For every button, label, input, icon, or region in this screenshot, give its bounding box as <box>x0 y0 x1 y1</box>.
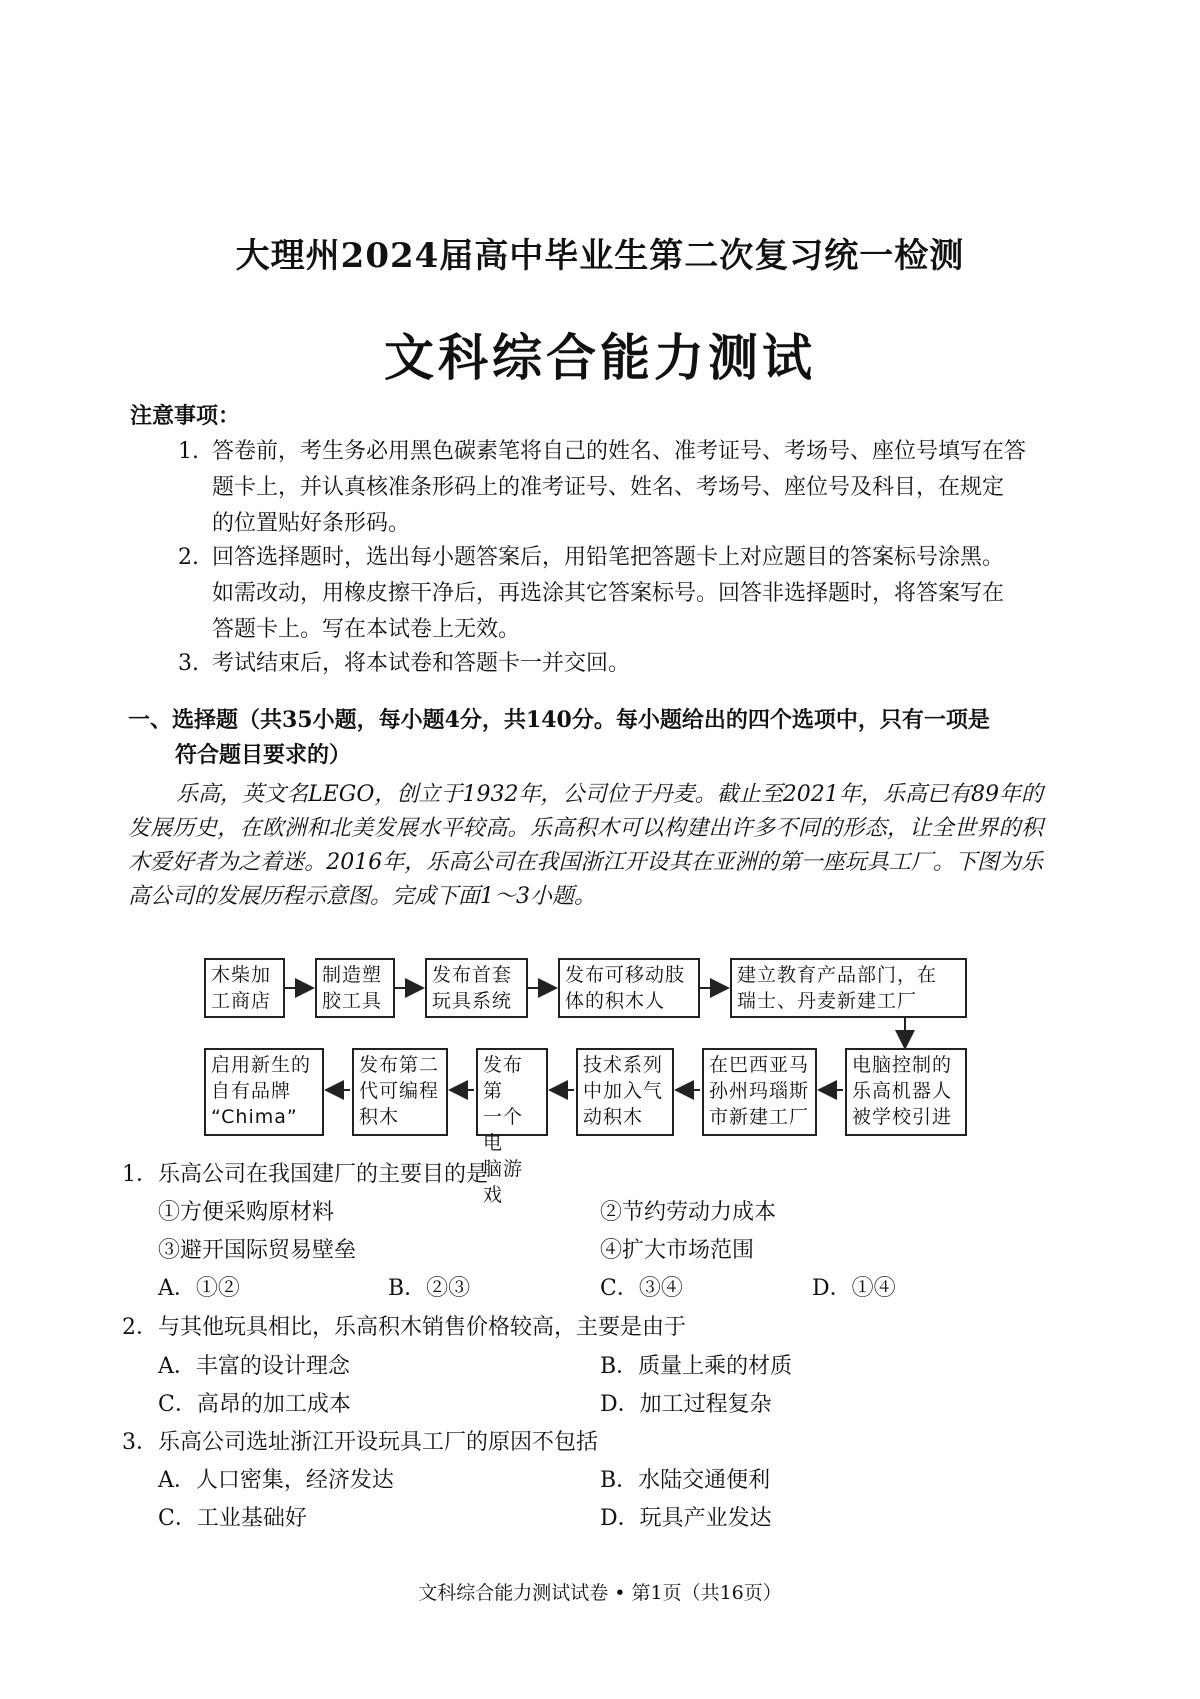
notice-item-1-line-3: 的位置贴好条形码。 <box>212 511 411 536</box>
notice-item-1-line-1: 答卷前，考生务必用黑色碳素笔将自己的姓名、准考证号、考场号、座位号填写在答 <box>212 439 1027 464</box>
question-1-statement-1: ①方便采购原材料 <box>158 1200 335 1225</box>
question-2-option-a: A．丰富的设计理念 <box>158 1354 350 1379</box>
question-1-option-c: C．③④ <box>600 1276 683 1301</box>
question-1-option-b: B．②③ <box>388 1276 471 1301</box>
flow-step-7-line-3: 市新建工厂 <box>709 1106 810 1128</box>
flow-step-5-line-2: 瑞士、丹麦新建工厂 <box>737 990 918 1012</box>
flow-step-10 <box>352 1048 448 1136</box>
notice-item-1-number: 1. <box>178 439 199 464</box>
flow-step-4 <box>558 958 700 1018</box>
flow-step-3-line-2: 玩具系统 <box>432 990 513 1012</box>
notice-item-2-line-3: 答题卡上。写在本试卷上无效。 <box>212 617 521 642</box>
flow-step-8 <box>576 1048 674 1136</box>
flow-step-9-line-3: 脑游戏 <box>483 1158 524 1206</box>
flow-step-6 <box>845 1048 967 1136</box>
flow-step-6-line-1: 电脑控制的 <box>852 1054 953 1076</box>
flow-step-1 <box>204 958 285 1018</box>
flow-step-7 <box>702 1048 817 1136</box>
flow-step-7-line-1: 在巴西亚马 <box>709 1054 810 1076</box>
question-1-option-d: D．①④ <box>812 1276 896 1301</box>
notice-item-2-line-2: 如需改动，用橡皮擦干净后，再选涂其它答案标号。回答非选择题时，将答案写在 <box>212 581 1005 606</box>
question-1-statement-3: ③避开国际贸易壁垒 <box>158 1238 357 1263</box>
flow-step-1-line-2: 工商店 <box>211 990 272 1012</box>
flow-step-9-line-2: 一个电 <box>483 1106 524 1154</box>
page-footer: 文科综合能力测试试卷 • 第1页（共16页） <box>418 1582 782 1604</box>
flow-step-11-line-3: “Chima” <box>211 1106 298 1128</box>
notice-item-2-line-1: 回答选择题时，选出每小题答案后，用铅笔把答题卡上对应题目的答案标号涂黑。 <box>212 545 1005 570</box>
flow-step-2-line-2: 胶工具 <box>322 990 383 1012</box>
notice-item-2-number: 2. <box>178 545 199 570</box>
flow-step-3-line-1: 发布首套 <box>432 964 513 986</box>
reading-passage: 乐高，英文名LEGO，创立于1932年，公司位于丹麦。截止至2021年，乐高已有89年的发展历史，在欧洲和北美发展水平较高。乐高积木可以构建出许多不同的形态，让全世界的积木爱好者为之着迷。2016年，乐高公司在我国浙江开设其在亚洲的第一座玩具工厂。下图为乐高公司的发展历程示意图。完成下面1～3小题。 <box>128 782 1043 909</box>
flow-step-9-line-1: 发布第 <box>483 1054 524 1102</box>
question-1-option-a: A．①② <box>158 1276 240 1301</box>
question-3-option-a: A．人口密集，经济发达 <box>158 1468 394 1493</box>
flow-step-2 <box>315 958 395 1018</box>
notice-item-3-line-1: 考试结束后，将本试卷和答题卡一并交回。 <box>212 651 631 676</box>
flow-step-1-line-1: 木柴加 <box>211 964 272 986</box>
flow-step-8-line-3: 动积木 <box>583 1106 644 1128</box>
section-heading-line-1: 一、选择题（共35小题，每小题4分，共140分。每小题给出的四个选项中，只有一项是 <box>128 707 990 733</box>
flow-step-11-line-1: 启用新生的 <box>211 1054 312 1076</box>
exam-title: 文科综合能力测试 <box>384 328 816 387</box>
flow-step-7-line-2: 孙州玛瑙斯 <box>709 1080 810 1102</box>
question-3-option-c: C．工业基础好 <box>158 1506 307 1531</box>
flow-step-10-line-1: 发布第二 <box>359 1054 440 1076</box>
flow-step-10-line-2: 代可编程 <box>359 1080 440 1102</box>
question-2-stem: 2．与其他玩具相比，乐高积木销售价格较高，主要是由于 <box>122 1315 686 1340</box>
flow-step-6-line-2: 乐高机器人 <box>852 1080 953 1102</box>
exam-subtitle: 大理州2024届高中毕业生第二次复习统一检测 <box>235 236 965 276</box>
question-2-option-d: D．加工过程复杂 <box>600 1392 772 1417</box>
flow-step-8-line-1: 技术系列 <box>583 1054 664 1076</box>
question-1-statement-4: ④扩大市场范围 <box>600 1238 755 1263</box>
notice-heading: 注意事项： <box>130 403 241 429</box>
question-1-statement-2: ②节约劳动力成本 <box>600 1200 777 1225</box>
flow-step-3 <box>425 958 528 1018</box>
flow-step-2-line-1: 制造塑 <box>322 964 383 986</box>
question-2-option-b: B．质量上乘的材质 <box>600 1354 793 1379</box>
question-3-option-d: D．玩具产业发达 <box>600 1506 772 1531</box>
flow-step-5 <box>730 958 967 1018</box>
flow-step-6-line-3: 被学校引进 <box>852 1106 953 1128</box>
flow-step-4-line-2: 体的积木人 <box>565 990 666 1012</box>
question-3-option-b: B．水陆交通便利 <box>600 1468 771 1493</box>
notice-item-1-line-2: 题卡上，并认真核准条形码上的准考证号、姓名、考场号、座位号及科目，在规定 <box>212 475 1005 500</box>
question-2-option-c: C．高昂的加工成本 <box>158 1392 351 1417</box>
flow-step-11-line-2: 自有品牌 <box>211 1080 292 1102</box>
flow-step-10-line-3: 积木 <box>359 1106 400 1128</box>
notice-item-3-number: 3. <box>178 651 199 676</box>
flow-step-5-line-1: 建立教育产品部门，在 <box>737 964 938 986</box>
flow-step-8-line-2: 中加入气 <box>583 1080 664 1102</box>
flow-step-9 <box>476 1048 548 1206</box>
flow-step-11 <box>204 1048 324 1136</box>
section-heading-line-2: 符合题目要求的） <box>175 742 352 768</box>
question-1-stem: 1．乐高公司在我国建厂的主要目的是 <box>122 1162 488 1187</box>
flow-step-4-line-1: 发布可移动肢 <box>565 964 686 986</box>
question-3-stem: 3．乐高公司选址浙江开设玩具工厂的原因不包括 <box>122 1430 598 1455</box>
